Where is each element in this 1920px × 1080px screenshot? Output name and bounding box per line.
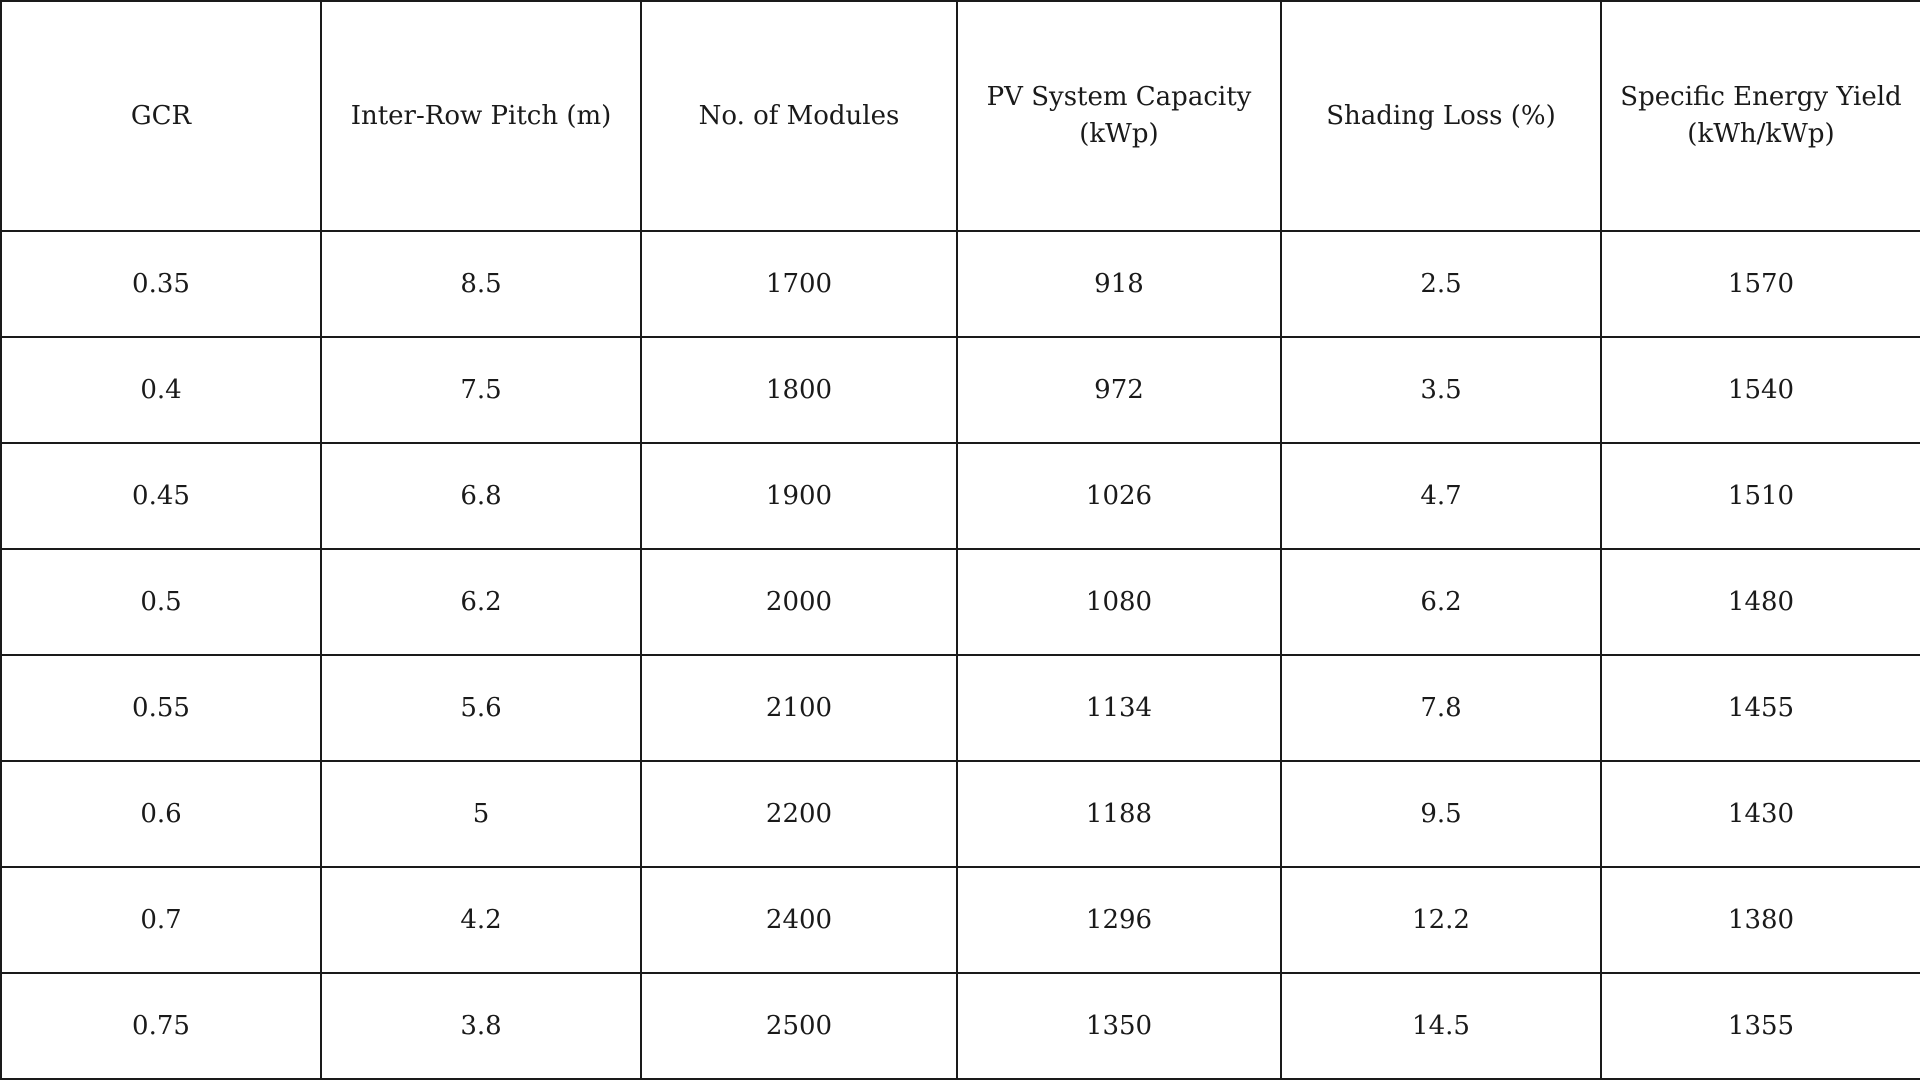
- cell-inter-row-pitch: 6.2: [321, 549, 641, 655]
- cell-pv-system-capacity: 1080: [957, 549, 1281, 655]
- cell-no-of-modules: 1900: [641, 443, 957, 549]
- cell-inter-row-pitch: 8.5: [321, 231, 641, 337]
- cell-specific-energy-yield: 1480: [1601, 549, 1920, 655]
- table-row: [1, 761, 1920, 867]
- cell-no-of-modules: 2500: [641, 973, 957, 1079]
- header-no-of-modules: No. of Modules: [641, 1, 957, 231]
- cell-specific-energy-yield: 1355: [1601, 973, 1920, 1079]
- cell-inter-row-pitch: 3.8: [321, 973, 641, 1079]
- table-row: [1, 655, 1920, 761]
- cell-shading-loss: 14.5: [1281, 973, 1601, 1079]
- header-pv-system-capacity: PV System Capacity (kWp): [957, 1, 1281, 231]
- cell-pv-system-capacity: 1026: [957, 443, 1281, 549]
- cell-no-of-modules: 2100: [641, 655, 957, 761]
- cell-shading-loss: 2.5: [1281, 231, 1601, 337]
- cell-no-of-modules: 1700: [641, 231, 957, 337]
- cell-no-of-modules: 2400: [641, 867, 957, 973]
- header-specific-energy-yield: Specific Energy Yield (kWh/kWp): [1601, 1, 1920, 231]
- cell-shading-loss: 6.2: [1281, 549, 1601, 655]
- cell-inter-row-pitch: 5: [321, 761, 641, 867]
- cell-gcr: 0.75: [1, 973, 321, 1079]
- cell-pv-system-capacity: 972: [957, 337, 1281, 443]
- cell-inter-row-pitch: 7.5: [321, 337, 641, 443]
- cell-pv-system-capacity: 1134: [957, 655, 1281, 761]
- cell-gcr: 0.5: [1, 549, 321, 655]
- cell-gcr: 0.45: [1, 443, 321, 549]
- cell-inter-row-pitch: 5.6: [321, 655, 641, 761]
- cell-inter-row-pitch: 6.8: [321, 443, 641, 549]
- header-shading-loss: Shading Loss (%): [1281, 1, 1601, 231]
- table-row: [1, 549, 1920, 655]
- table-row: [1, 231, 1920, 337]
- header-row: [1, 1, 1920, 231]
- cell-gcr: 0.4: [1, 337, 321, 443]
- cell-no-of-modules: 2200: [641, 761, 957, 867]
- cell-pv-system-capacity: 1350: [957, 973, 1281, 1079]
- table-row: [1, 973, 1920, 1079]
- cell-shading-loss: 7.8: [1281, 655, 1601, 761]
- cell-specific-energy-yield: 1510: [1601, 443, 1920, 549]
- cell-pv-system-capacity: 1188: [957, 761, 1281, 867]
- header-inter-row-pitch: Inter-Row Pitch (m): [321, 1, 641, 231]
- cell-shading-loss: 4.7: [1281, 443, 1601, 549]
- cell-specific-energy-yield: 1430: [1601, 761, 1920, 867]
- cell-specific-energy-yield: 1540: [1601, 337, 1920, 443]
- cell-gcr: 0.6: [1, 761, 321, 867]
- table-row: [1, 867, 1920, 973]
- table-body: [1, 231, 1920, 1079]
- table-header: [1, 1, 1920, 231]
- cell-specific-energy-yield: 1455: [1601, 655, 1920, 761]
- cell-specific-energy-yield: 1380: [1601, 867, 1920, 973]
- cell-pv-system-capacity: 918: [957, 231, 1281, 337]
- table-row: [1, 443, 1920, 549]
- cell-inter-row-pitch: 4.2: [321, 867, 641, 973]
- table-row: [1, 337, 1920, 443]
- header-gcr: GCR: [1, 1, 321, 231]
- cell-no-of-modules: 2000: [641, 549, 957, 655]
- cell-gcr: 0.55: [1, 655, 321, 761]
- cell-gcr: 0.35: [1, 231, 321, 337]
- cell-shading-loss: 3.5: [1281, 337, 1601, 443]
- cell-pv-system-capacity: 1296: [957, 867, 1281, 973]
- cell-specific-energy-yield: 1570: [1601, 231, 1920, 337]
- cell-shading-loss: 12.2: [1281, 867, 1601, 973]
- cell-gcr: 0.7: [1, 867, 321, 973]
- cell-shading-loss: 9.5: [1281, 761, 1601, 867]
- cell-no-of-modules: 1800: [641, 337, 957, 443]
